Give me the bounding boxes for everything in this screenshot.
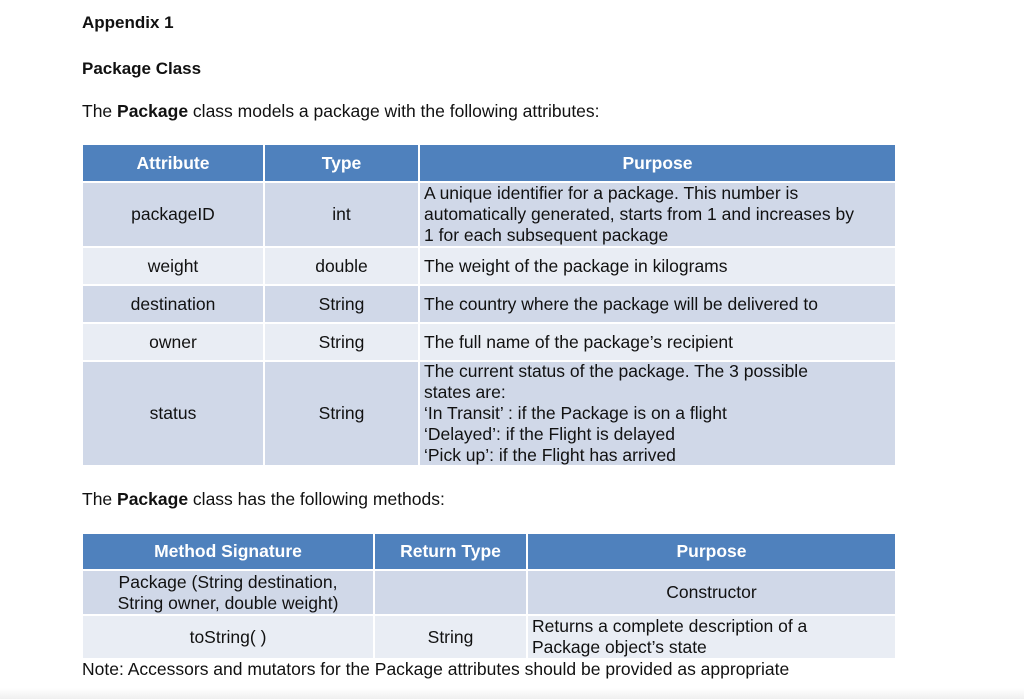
- signature-line: String owner, double weight): [117, 592, 339, 613]
- header-purpose: Purpose: [420, 145, 895, 181]
- table-row-attribute: destination: [83, 286, 263, 322]
- intro-pre: The: [82, 101, 118, 121]
- intro-post: class has the following methods:: [188, 489, 445, 509]
- header-type: Type: [265, 145, 418, 181]
- table-row-purpose: [420, 324, 895, 360]
- attributes-intro: [82, 101, 600, 122]
- table-row-type: int: [265, 183, 418, 246]
- purpose-line: states are:: [424, 382, 506, 402]
- table-row-type: String: [265, 362, 418, 465]
- table-row-purpose: [528, 616, 895, 658]
- table-row-purpose: [420, 362, 895, 465]
- intro-post: class models a package with the following attributes:: [188, 101, 600, 121]
- table-row-attribute: owner: [83, 324, 263, 360]
- table-row-type: String: [265, 324, 418, 360]
- table-row-return-type: String: [375, 616, 526, 658]
- header-return-type: Return Type: [375, 534, 526, 569]
- methods-table: [83, 534, 895, 658]
- purpose-line: 1 for each subsequent package: [424, 225, 669, 245]
- purpose-line: Returns a complete description of a: [532, 616, 808, 636]
- section-heading: Package Class: [82, 59, 202, 78]
- header-purpose: Purpose: [528, 534, 895, 569]
- table-row-return-type: [375, 571, 526, 614]
- purpose-line: ‘In Transit’ : if the Package is on a flight: [424, 403, 727, 423]
- purpose-line: A unique identifier for a package. This number is: [424, 183, 799, 203]
- purpose-line: Constructor: [666, 582, 757, 602]
- table-row-purpose: [528, 571, 895, 614]
- table-row-signature: [83, 616, 373, 658]
- purpose-line: ‘Delayed’: if the Flight is delayed: [424, 424, 675, 444]
- purpose-line: ‘Pick up’: if the Flight has arrived: [424, 445, 676, 465]
- table-row-type: String: [265, 286, 418, 322]
- table-row-signature: [83, 571, 373, 614]
- purpose-line: The weight of the package in kilograms: [424, 255, 728, 276]
- purpose-line: Package object’s state: [532, 637, 707, 657]
- signature-line: toString( ): [189, 626, 267, 647]
- table-row-attribute: status: [83, 362, 263, 465]
- intro-pre: The: [82, 489, 118, 509]
- signature-line: Package (String destination,: [118, 571, 338, 592]
- purpose-line: The full name of the package’s recipient: [424, 331, 734, 352]
- purpose-line: automatically generated, starts from 1 and increases by: [424, 204, 854, 224]
- attributes-table: [83, 145, 895, 465]
- intro-class-name: Package: [117, 101, 189, 121]
- header-attribute: Attribute: [83, 145, 263, 181]
- note-text: Note: Accessors and mutators for the Package attributes should be provided as appropriate: [82, 659, 790, 679]
- table-row-purpose: [420, 183, 895, 246]
- table-row-attribute: packageID: [83, 183, 263, 246]
- header-method-signature: Method Signature: [83, 534, 373, 569]
- table-row-purpose: [420, 286, 895, 322]
- purpose-line: The current status of the package. The 3 possible: [424, 361, 808, 381]
- table-row-purpose: [420, 248, 895, 284]
- purpose-line: The country where the package will be delivered to: [424, 293, 818, 314]
- intro-class-name: Package: [117, 489, 189, 509]
- page-bottom-shadow: [0, 688, 1024, 699]
- table-row-attribute: weight: [83, 248, 263, 284]
- table-row-type: double: [265, 248, 418, 284]
- appendix-heading: Appendix 1: [82, 13, 174, 32]
- methods-intro: [82, 489, 445, 510]
